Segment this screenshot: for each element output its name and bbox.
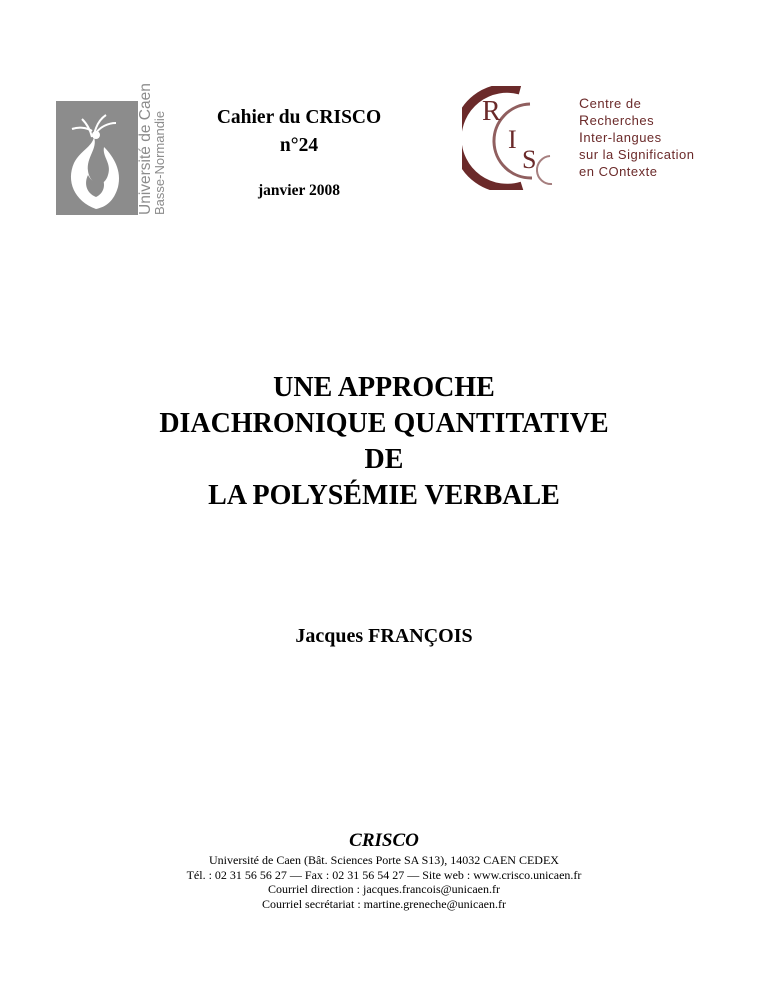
crisco-small-o-icon bbox=[537, 156, 552, 184]
flame-figure-icon bbox=[56, 101, 138, 215]
crisco-logo-text bbox=[579, 95, 695, 180]
footer-contact bbox=[0, 853, 768, 911]
cahier-series: Cahier du CRISCO bbox=[216, 107, 382, 128]
title-line-1: UNE APPROCHE bbox=[273, 372, 495, 403]
cahier-heading bbox=[184, 104, 414, 160]
title-line-4: LA POLYSÉMIE VERBALE bbox=[208, 480, 560, 511]
university-logo-text-1: Université de Caen bbox=[137, 83, 154, 215]
university-logo-text-2: Basse-Normandie bbox=[152, 110, 167, 215]
cahier-number: n°24 bbox=[279, 135, 319, 156]
crisco-letter-r: R bbox=[482, 96, 501, 127]
crisco-text-line-5: en COntexte bbox=[579, 164, 658, 179]
author-name: Jacques FRANÇOIS bbox=[295, 625, 473, 647]
footer-org-name: CRISCO bbox=[349, 830, 419, 851]
crisco-logo bbox=[462, 86, 580, 190]
footer-email-secretariat: Courriel secrétariat : martine.greneche@unicaen.fr bbox=[262, 896, 506, 911]
title-line-2: DIACHRONIQUE QUANTITATIVE bbox=[159, 408, 609, 439]
university-emblem bbox=[56, 101, 138, 215]
document-title bbox=[0, 370, 768, 514]
crisco-text-line-2: Recherches bbox=[579, 112, 655, 128]
crisco-letter-s: S bbox=[522, 145, 537, 174]
crisco-letter-i: I bbox=[508, 125, 517, 154]
title-line-3: DE bbox=[364, 444, 404, 475]
footer-phone-web: Tél. : 02 31 56 56 27 — Fax : 02 31 56 54 27 — Site web : www.crisco.unicaen.fr bbox=[186, 867, 582, 882]
crisco-text-line-4: sur la Signification bbox=[579, 147, 695, 162]
footer-email-direction: Courriel direction : jacques.francois@unicaen.fr bbox=[268, 882, 500, 896]
crisco-text-line-1: Centre de bbox=[579, 95, 642, 111]
crisco-text-line-3: Inter-langues bbox=[579, 129, 662, 145]
publication-date: janvier 2008 bbox=[258, 182, 340, 199]
university-logo bbox=[56, 83, 167, 215]
footer-address: Université de Caen (Bât. Sciences Porte SA S13), 14032 CAEN CEDEX bbox=[209, 853, 559, 867]
